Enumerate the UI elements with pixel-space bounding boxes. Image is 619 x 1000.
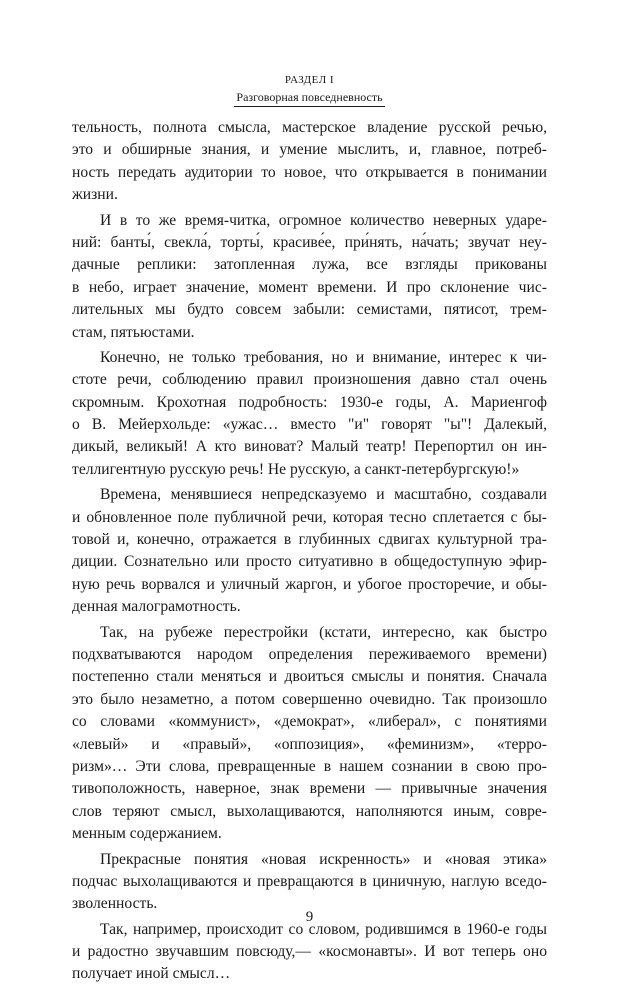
text-line: «левый» и «правый», «оппозиция», «феминизм», «терро- (72, 735, 547, 753)
text-line: Так, на рубеже перестройки (кстати, интересно, как быстро (100, 623, 547, 641)
text-line: денная малограмотность. (72, 598, 241, 616)
text-line: Конечно, не только требования, но и внимание, интерес к чи- (100, 348, 547, 366)
text-line: тивоположность, наверное, знак времени — привычные значения (72, 780, 547, 798)
text-line: это было незаметно, а потом совершенно очевидно. Так произошло (72, 690, 547, 708)
paragraph (72, 622, 547, 846)
paragraph (72, 849, 547, 916)
text-line: это и обширные знания, и умение мыслить, и, главное, потреб- (72, 141, 547, 159)
text-line: скромным. Крохотная подробность: 1930-е годы, А. Мариенгоф (72, 393, 547, 411)
text-line: дачные реплики: затопленная лужа, все взгляды прикованы (72, 256, 547, 274)
text-line: со словами «коммунист», «демократ», «либерал», с понятиями (72, 713, 547, 731)
paragraph (72, 117, 547, 207)
text-line: и радостно звучавшим повсюду,— «космонавты». И вот теперь оно (72, 943, 547, 961)
text-line: зволенность. (72, 895, 158, 913)
text-line: И в то же время-читка, огромное количество неверных ударе- (100, 211, 547, 229)
paragraph (72, 919, 547, 986)
text-line: подхватываются народом определения переживаемого времени) (72, 645, 547, 663)
text-line: ризм»… Эти слова, превращенные в нашем сознании в свою про- (72, 757, 547, 775)
page-number: 9 (305, 909, 314, 925)
main-text (72, 117, 547, 986)
text-line: ность передать аудитории то новое, что открывается в понимании (72, 163, 547, 181)
text-line: стоте речи, соблюдению правил произношения давно стал очень (72, 371, 547, 389)
paragraph (72, 484, 547, 618)
text-line: в небо, играет значение, момент времени. И про склонение чис- (72, 278, 547, 296)
text-line: о В. Мейерхольде: «ужас… вместо "и" говорят "ы"! Далекый, (72, 416, 547, 434)
paragraph (72, 210, 547, 344)
text-line: менным содержанием. (72, 825, 222, 843)
text-line: ную речь ворвался и уличный жаргон, и убогое просторечие, и обы- (72, 575, 547, 593)
text-line: Времена, менявшиеся непредсказуемо и масштабно, создавали (100, 486, 547, 504)
text-line: дикый, великый! А кто виноват? Малый театр! Перепортил он ин- (72, 438, 547, 456)
text-line: стам, пятьюстами. (72, 323, 195, 341)
running-head (0, 72, 619, 107)
section-label: РАЗДЕЛ I (284, 74, 335, 86)
text-line: Прекрасные понятия «новая искренность» и «новая этика» (100, 850, 547, 868)
text-line: и обновленное поле публичной речи, которая тесно сплетается с бы- (72, 508, 547, 526)
text-line: лительных мы будто совсем забыли: семистами, пятисот, трем- (72, 301, 547, 319)
section-title: Разговорная повседневность (234, 89, 384, 107)
text-line: диции. Сознательно или просто ситуативно в общедоступную эфир- (72, 553, 547, 571)
text-line: получает иной смысл… (72, 965, 231, 983)
text-line: слов теряют смысл, выхолащиваются, наполняются иным, совре- (72, 802, 547, 820)
text-line: постепенно стали меняться и двоиться смыслы и понятия. Сначала (72, 668, 547, 686)
text-line: жизни. (72, 186, 118, 204)
text-line: подчас выхолащиваются и превращаются в циничную, наглую вседо- (72, 872, 547, 890)
text-line: товой и, конечно, отражается в глубинных сдвигах культурной тра- (72, 531, 547, 549)
paragraph (72, 347, 547, 481)
text-line: Так, например, происходит со словом, родившимся в 1960-е годы (100, 920, 547, 938)
text-line: тельность, полнота смысла, мастерское владение русской речью, (72, 119, 547, 136)
text-line: теллигентную русскую речь! Не русскую, а санкт-петербургскую!» (72, 460, 520, 478)
text-line: ний: банты́, свекла́, торты́, красиве́е, при́нять, на́чать; звучат неу- (72, 233, 547, 251)
